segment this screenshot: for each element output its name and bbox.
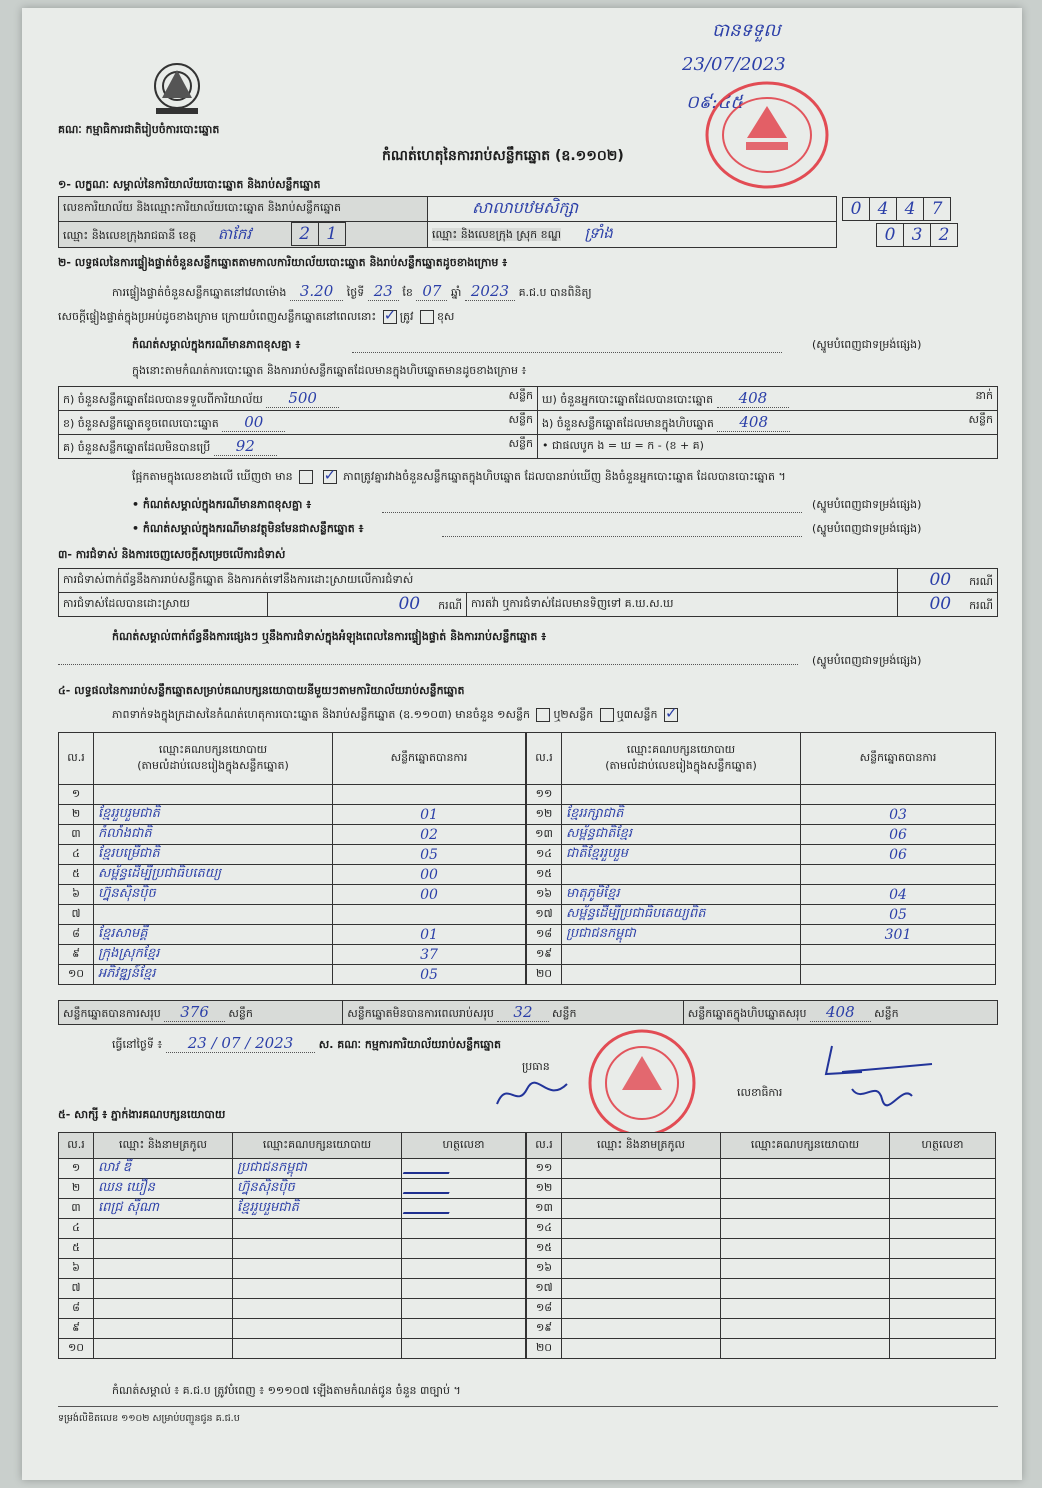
section4-intro: ភាពទាក់ទងក្នុងក្រដាសនៃកំណត់ហេតុការបោះឆ្នោត និងរាប់សន្លឹកឆ្នោត (ឧ.១១០៣) មានចំនួន ១សន្លឹក ឬ២សន្លឹក ឬ៣សន្លឹក ✓ <box>112 708 681 724</box>
row-number: ១១ <box>527 1159 562 1179</box>
party-name: ខ្មែរបម្រើជាតិ <box>94 845 333 865</box>
received-note-word: បានទទួល <box>712 20 781 41</box>
checkbox-1-sheet[interactable] <box>536 708 550 722</box>
row-number: ៥ <box>59 1239 94 1259</box>
verify-line-2: សេចក្តីផ្ទៀងផ្ទាត់ក្នុងប្រអប់ដូចខាងក្រោម ក្រោយបំពេញសន្លឹកឆ្នោតនៅពេលនោះ ✓ ត្រូវ ខុស <box>58 310 454 326</box>
witness-signature <box>890 1179 996 1199</box>
result-row <box>59 865 526 885</box>
ballot-count-form <box>22 8 1022 1480</box>
committee-red-stamp <box>582 1028 702 1138</box>
party-name <box>562 945 801 965</box>
row-number: ៣ <box>59 825 94 845</box>
results-table-right: ល.រ ឈ្មោះគណបក្សនយោបាយ (តាមលំដាប់លេខរៀងក្នុងសន្លឹកឆ្នោត) សន្លឹកឆ្នោតបានការ ១១ ១២ ខ្មែររក្សាជាតិ 03 ១៣ សម្ព័ន្ធជាតិខ្មែរ 06 ១៤ ជាតិខ្មែររួបរួម 06 ១៥ ១៦ មាតុភូមិខ្មែរ 04 ១៧ សម្ព័ន្ធដើម្បីប្រជាធិបតេយ្យពិត 05 ១៨ ប្រជាជនកម្ពុជា 301 ១៩ ២០ <box>526 732 996 985</box>
witness-name <box>94 1299 233 1319</box>
received-note-time: ០៩:៤៥ <box>686 92 744 113</box>
received-note-date: 23/07/2023 <box>682 54 786 75</box>
digit: 4 <box>896 197 924 221</box>
secretary-label: លេខាធិការ <box>737 1086 783 1099</box>
vote-count: 00 <box>333 885 526 905</box>
vote-count: 02 <box>333 825 526 845</box>
witness-row <box>59 1159 526 1179</box>
date-line: ធ្វើនៅថ្ងៃទី ៖ 23 / 07 / 2023 ស. គណៈ កម្មការការិយាល័យរាប់សន្លឹកឆ្នោត <box>112 1034 502 1052</box>
result-row <box>59 945 526 965</box>
row-number: ១៨ <box>527 1299 562 1319</box>
digit: 3 <box>903 223 931 247</box>
witness-row <box>59 1339 526 1359</box>
signing-date: 23 / 07 / 2023 <box>166 1034 316 1053</box>
witness-party <box>721 1179 890 1199</box>
bullet-difference: • កំណត់សម្គាល់ក្នុងករណីមានភាពខុសគ្នា ៖ <box>132 498 312 511</box>
row-number: ១១ <box>527 785 562 805</box>
witness-name <box>562 1219 721 1239</box>
row2-value: តាកែវ <box>217 225 252 243</box>
col-no: ល.រ <box>527 733 562 785</box>
note-line <box>352 352 782 353</box>
row-number: ១០ <box>59 965 94 985</box>
vote-count: 05 <box>333 965 526 985</box>
form-title: កំណត់ហេតុនៃការរាប់សន្លឹកឆ្នោត (ឧ.១១០២) <box>382 148 624 164</box>
witness-signature <box>402 1279 526 1299</box>
col-no: ល.រ <box>527 1133 562 1159</box>
signature-mark <box>403 1160 456 1174</box>
witness-row <box>59 1259 526 1279</box>
vote-count: 05 <box>333 845 526 865</box>
formula: • ជាផលបូក ង = ឃ = ក - (ខ + គ) <box>538 435 998 459</box>
objection-r1-value: 00 <box>929 570 952 590</box>
verify-line: ការផ្ទៀងផ្ទាត់ចំនួនសន្លឹកឆ្នោតនៅវេលាម៉ោង 3.20 ថ្ងៃទី 23 ខែ 07 ឆ្នាំ 2023 គ.ជ.ប បានពិនិត្យ <box>112 282 592 300</box>
section2-title: ២- លទ្ធផលនៃការផ្ទៀងផ្ទាត់ចំនួនសន្លឹកឆ្នោតតាមកាលការិយាល័យបោះឆ្នោត និងរាប់សន្លឹកឆ្នោតដូចខាងក្រោម ៖ <box>58 256 508 269</box>
party-name: ក្រុងស្រុកខ្មែរ <box>94 945 333 965</box>
witness-party <box>233 1219 402 1239</box>
witness-party <box>233 1239 402 1259</box>
witness-party <box>233 1319 402 1339</box>
row1-digits <box>837 197 998 222</box>
row-number: ២០ <box>527 965 562 985</box>
witness-party <box>721 1319 890 1339</box>
digit: 0 <box>842 197 870 221</box>
witness-name <box>562 1279 721 1299</box>
party-name: មាតុភូមិខ្មែរ <box>562 885 801 905</box>
objection-r2-label-b: ការតវ៉ា ឬការជំទាស់ដែលមានទិញទៅ គ.ឃ.ស.ឃ <box>467 593 898 617</box>
note-line <box>58 664 798 665</box>
digit: 1 <box>318 222 346 246</box>
witness-name <box>562 1299 721 1319</box>
row-number: ១ <box>59 785 94 805</box>
witness-signature <box>890 1279 996 1299</box>
row-number: ៣ <box>59 1199 94 1219</box>
signature-mark <box>403 1200 456 1214</box>
result-row <box>59 885 526 905</box>
witness-row <box>59 1319 526 1339</box>
vote-count: 37 <box>333 945 526 965</box>
count-e-value: 408 <box>717 413 790 432</box>
vote-count <box>333 785 526 805</box>
result-row <box>527 905 996 925</box>
witness-row <box>527 1339 996 1359</box>
witness-party <box>233 1299 402 1319</box>
row-number: ១៣ <box>527 1199 562 1219</box>
col-votes: សន្លឹកឆ្នោតបានការ <box>801 733 996 785</box>
note-line <box>382 512 802 513</box>
vote-count: 01 <box>333 925 526 945</box>
checkbox-correct[interactable] <box>383 310 397 324</box>
row-number: ១៩ <box>527 945 562 965</box>
result-row <box>527 945 996 965</box>
party-name <box>94 905 333 925</box>
party-name: ហ្វ៊ុនស៊ិនប៉ិច <box>94 885 333 905</box>
checkbox-2-sheet[interactable] <box>600 708 614 722</box>
nec-emblem <box>142 58 212 120</box>
row-number: ១៤ <box>527 845 562 865</box>
witness-name <box>94 1219 233 1239</box>
party-name: ខ្មែររក្សាជាតិ <box>562 805 801 825</box>
witness-name <box>562 1199 721 1219</box>
witness-party: ប្រជាជនកម្ពុជា <box>233 1159 402 1179</box>
party-name: អភិវឌ្ឍន៍ខ្មែរ <box>94 965 333 985</box>
row-number: ៩ <box>59 1319 94 1339</box>
col-sign: ហត្ថលេខា <box>402 1133 526 1159</box>
chief-signature <box>492 1074 572 1114</box>
section5-title: ៥- សាក្សី ៖ ភ្នាក់ងារគណបក្សនយោបាយ <box>58 1108 226 1121</box>
row-number: ៥ <box>59 865 94 885</box>
row-number: ១៦ <box>527 1259 562 1279</box>
bullet-objects: • កំណត់សម្គាល់ក្នុងករណីមានវត្ថុមិនមែនជាសន្លឹកឆ្នោត ៖ <box>132 522 364 535</box>
result-row <box>527 845 996 865</box>
row2-value-b: ទ្រាំង <box>584 223 613 242</box>
vote-count: 00 <box>333 865 526 885</box>
totals-row: សន្លឹកឆ្នោតបានការសរុប 376 សន្លឹក សន្លឹកឆ្នោតមិនបានការពេលរាប់សរុប 32 សន្លឹក សន្លឹកឆ្នោតក្នុងហិបឆ្នោតសរុប 408 សន្លឹក <box>58 1000 998 1025</box>
col-name: ឈ្មោះ និងនាមត្រកូល <box>94 1133 233 1159</box>
digit: 0 <box>876 223 904 247</box>
row-number: ៦ <box>59 1259 94 1279</box>
result-row <box>59 805 526 825</box>
witness-signature <box>402 1219 526 1239</box>
digit: 2 <box>291 222 319 246</box>
fill-hint-4: (ស្នូមបំពេញជាទម្រង់ផ្សេង) <box>812 654 922 667</box>
witness-signature <box>890 1159 996 1179</box>
party-name <box>562 865 801 885</box>
witness-name <box>562 1259 721 1279</box>
witness-party <box>721 1259 890 1279</box>
col-party: ឈ្មោះគណបក្សនយោបាយ <box>233 1133 402 1159</box>
witness-party <box>233 1339 402 1359</box>
witness-name <box>94 1339 233 1359</box>
witness-name: លាវ ឌី <box>94 1159 233 1179</box>
footnote: កំណត់សម្គាល់ ៖ គ.ជ.ប ត្រូវបំពេញ ៖ ១១១០៧ ឡើងតាមកំណត់ជូន ចំនួន ៣ច្បាប់ ។ <box>112 1384 461 1397</box>
witness-name <box>562 1239 721 1259</box>
result-row <box>527 865 996 885</box>
row-number: ៤ <box>59 845 94 865</box>
note-line <box>442 536 802 537</box>
result-row <box>527 805 996 825</box>
total-valid: 376 <box>164 1003 225 1022</box>
row2-label-b: ឈ្មោះ និងលេខក្រុង ស្រុក ខណ្ឌ <box>432 227 562 241</box>
results-table-left: ល.រ ឈ្មោះគណបក្សនយោបាយ (តាមលំដាប់លេខរៀងក្នុងសន្លឹកឆ្នោត) សន្លឹកឆ្នោតបានការ ១ ២ ខ្មែររួបរួមជាតិ 01 ៣ កំលាំងជាតិ 02 ៤ ខ្មែរបម្រើជាតិ 05 ៥ សម្ព័ន្ធដើម្បីប្រជាធិបតេយ្យ 00 ៦ ហ្វ៊ុនស៊ិនប៉ិច 00 ៧ ៨ ខ្មែរសាមគ្គី 01 ៩ ក្រុងស្រុកខ្មែរ 37 ១០ អភិវឌ្ឍន៍ខ្មែរ 05 <box>58 732 526 985</box>
vote-count <box>801 785 996 805</box>
verify-time: 3.20 <box>290 282 343 301</box>
witness-row <box>59 1219 526 1239</box>
fill-hint-1: (ស្នូមបំពេញជាទម្រង់ផ្សេង) <box>812 338 922 351</box>
vote-count: 06 <box>801 845 996 865</box>
witness-name <box>94 1279 233 1299</box>
witness-name <box>94 1239 233 1259</box>
result-row <box>527 825 996 845</box>
witness-row <box>59 1239 526 1259</box>
verify-day: 23 <box>368 282 399 301</box>
row-number: ២ <box>59 805 94 825</box>
vote-count: 01 <box>333 805 526 825</box>
vote-count: 04 <box>801 885 996 905</box>
witness-signature <box>402 1239 526 1259</box>
row-number: ១ <box>59 1159 94 1179</box>
row-number: ១៥ <box>527 865 562 885</box>
note-difference: កំណត់សម្គាល់ក្នុងករណីមានភាពខុសគ្នា ៖ <box>132 338 301 351</box>
witness-row <box>527 1159 996 1179</box>
row-number: ៧ <box>59 905 94 925</box>
total-in-box: 408 <box>810 1003 871 1022</box>
witness-row <box>59 1299 526 1319</box>
col-votes: សន្លឹកឆ្នោតបានការ <box>333 733 526 785</box>
witness-row <box>527 1239 996 1259</box>
witness-signature <box>402 1159 526 1179</box>
witness-name <box>562 1179 721 1199</box>
row1-value: សាលាបឋមសិក្សា <box>472 198 579 217</box>
objection-r2-value: 00 <box>398 594 421 614</box>
result-row <box>59 965 526 985</box>
witness-party <box>233 1279 402 1299</box>
counts-intro: ក្នុងនោះតាមកំណត់ការបោះឆ្នោត និងការរាប់សន្លឹកឆ្នោតដែលមានក្នុងហិបឆ្នោតមានដូចខាងក្រោម ៖ <box>132 364 527 377</box>
vote-count: 06 <box>801 825 996 845</box>
witness-name: ឈន ឃឿន <box>94 1179 233 1199</box>
row-number: ១៧ <box>527 1279 562 1299</box>
witness-row <box>527 1319 996 1339</box>
row-number: ១២ <box>527 1179 562 1199</box>
witness-signature <box>402 1179 526 1199</box>
party-name: សម្ព័ន្ធជាតិខ្មែរ <box>562 825 801 845</box>
witness-name <box>562 1159 721 1179</box>
section4-title: ៤- លទ្ធផលនៃការរាប់សន្លឹកឆ្នោតសម្រាប់គណបក្សនយោបាយនីមួយៗតាមការិយាល័យរាប់សន្លឹកឆ្នោត <box>58 684 465 697</box>
objection-note: កំណត់សម្គាល់ពាក់ព័ន្ធនឹងការផ្សេងៗ ឬនឹងការជំទាស់ក្នុងអំឡុងពេលនៃការផ្ទៀងផ្ទាត់ និងការរាប់សន្លឹកឆ្នោត ៖ <box>112 630 547 643</box>
witness-party: ហ្វ៊ុនស៊ិនប៉ិច <box>233 1179 402 1199</box>
row-number: ១៨ <box>527 925 562 945</box>
vote-count <box>333 905 526 925</box>
witness-row <box>527 1199 996 1219</box>
witness-name <box>94 1259 233 1279</box>
signature-mark <box>403 1180 456 1194</box>
checkbox-wrong[interactable] <box>420 310 434 324</box>
witness-row <box>59 1199 526 1219</box>
row-number: ១៥ <box>527 1239 562 1259</box>
count-d-value: 408 <box>717 389 790 408</box>
witness-signature <box>402 1319 526 1339</box>
row-number: ១០ <box>59 1339 94 1359</box>
witness-row <box>59 1179 526 1199</box>
witness-party <box>721 1299 890 1319</box>
objection-table: ការជំទាស់ពាក់ព័ន្ធនឹងការរាប់សន្លឹកឆ្នោត និងការកត់ទៅនឹងការដោះស្រាយលើការជំទាស់ 00 ករណី ការជំទាស់ដែលបានដោះស្រាយ 00 ករណី ការតវ៉ា ឬការជំទាស់ដែលមានទិញទៅ គ.ឃ.ស.ឃ 00 ករណី <box>58 568 998 617</box>
party-name: ខ្មែររួបរួមជាតិ <box>94 805 333 825</box>
witness-party <box>721 1219 890 1239</box>
count-a-value: 500 <box>266 389 339 408</box>
witness-party <box>721 1239 890 1259</box>
org-name: គណៈ កម្មាធិការជាតិរៀបចំការបោះឆ្នោត <box>58 123 220 136</box>
vote-count <box>801 865 996 885</box>
witness-name: ពេជ្រ ស៊ីណា <box>94 1199 233 1219</box>
row2-digits <box>837 222 998 248</box>
result-row <box>59 905 526 925</box>
row-number: ១២ <box>527 805 562 825</box>
col-name: ឈ្មោះ និងនាមត្រកូល <box>562 1133 721 1159</box>
vote-count <box>801 945 996 965</box>
result-row <box>59 825 526 845</box>
checkbox-3-sheet[interactable] <box>664 708 678 722</box>
witness-table-left <box>58 1132 526 1359</box>
digit: 4 <box>869 197 897 221</box>
section1-title: ១- លក្ខណៈ សម្គាល់នៃការិយាល័យបោះឆ្នោត និងរាប់សន្លឹកឆ្នោត <box>58 178 321 191</box>
check-line: ផ្អែកតាមក្នុងលេខខាងលើ ឃើញថា មាន ✓ ភាពត្រូវគ្នារវាងចំនួនសន្លឹកឆ្នោតក្នុងហិបឆ្នោត ដែលបានរាប់ឃើញ និងចំនួនអ្នកបោះឆ្នោត ដែលបានបោះឆ្នោត ។ <box>132 470 1002 486</box>
red-official-stamp <box>702 78 832 193</box>
party-name: កំលាំងជាតិ <box>94 825 333 845</box>
witness-party <box>721 1279 890 1299</box>
row-number: ៦ <box>59 885 94 905</box>
witness-signature <box>402 1339 526 1359</box>
witness-signature <box>890 1219 996 1239</box>
row-number: ៤ <box>59 1219 94 1239</box>
vote-count <box>801 965 996 985</box>
objection-r2-label: ការជំទាស់ដែលបានដោះស្រាយ <box>59 593 268 617</box>
col-sign: ហត្ថលេខា <box>890 1133 996 1159</box>
witness-signature <box>890 1319 996 1339</box>
vote-count: 301 <box>801 925 996 945</box>
result-row <box>59 785 526 805</box>
party-name <box>94 785 333 805</box>
total-invalid: 32 <box>497 1003 548 1022</box>
row2-label: ឈ្មោះ និងលេខក្រុងរាជធានី ខេត្ត តាកែវ 2 1 <box>59 222 428 248</box>
footer-divider <box>58 1406 998 1407</box>
row-number: ២ <box>59 1179 94 1199</box>
row-number: ១៧ <box>527 905 562 925</box>
digit: 2 <box>930 223 958 247</box>
witness-row <box>527 1219 996 1239</box>
row1-label: លេខការិយាល័យ និងឈ្មោះការិយាល័យបោះឆ្នោត និងរាប់សន្លឹកឆ្នោត <box>59 197 428 222</box>
row-number: ៨ <box>59 925 94 945</box>
row-number: ៨ <box>59 1299 94 1319</box>
row-number: ១៤ <box>527 1219 562 1239</box>
count-b-value: 00 <box>222 413 285 432</box>
witness-signature <box>402 1299 526 1319</box>
witness-signature <box>890 1259 996 1279</box>
party-name: ប្រជាជនកម្ពុជា <box>562 925 801 945</box>
result-row <box>527 925 996 945</box>
col-party: ឈ្មោះគណបក្សនយោបាយ <box>721 1133 890 1159</box>
verify-year: 2023 <box>465 282 515 301</box>
chief-label: ប្រធាន <box>522 1060 550 1073</box>
vote-count: 05 <box>801 905 996 925</box>
section3-title: ៣- ការជំទាស់ និងការចេញសេចក្តីសម្រេចលើការជំទាស់ <box>58 548 286 561</box>
witness-row <box>527 1279 996 1299</box>
row-number: ៩ <box>59 945 94 965</box>
result-row <box>527 785 996 805</box>
objection-r1-label: ការជំទាស់ពាក់ព័ន្ធនឹងការរាប់សន្លឹកឆ្នោត និងការកត់ទៅនឹងការដោះស្រាយលើការជំទាស់ <box>59 569 898 593</box>
witness-signature <box>890 1299 996 1319</box>
objection-r2-value-b: 00 <box>929 594 952 614</box>
col-no: ល.រ <box>59 733 94 785</box>
result-row <box>59 925 526 945</box>
witness-party: ខ្មែររួបរួមជាតិ <box>233 1199 402 1219</box>
counts-table: ក) ចំនួនសន្លឹកឆ្នោតដែលបានទទួលពីការិយាល័យ 500 សន្លឹក ឃ) ចំនួនអ្នកបោះឆ្នោតដែលបានបោះឆ្នោត 408 នាក់ ខ) ចំនួនសន្លឹកឆ្នោតខូចពេលបោះឆ្នោត 00 សន្លឹក ង) ចំនួនសន្លឹកឆ្នោតដែលមានក្នុងហិបឆ្នោត 408 សន្លឹក គ) ចំនួនសន្លឹកឆ្នោតដែលមិនបានប្រើ 92 សន្លឹក • ជាផលបូក ង = ឃ = ក - (ខ + គ) <box>58 386 998 459</box>
witness-row <box>59 1279 526 1299</box>
row-number: ១៦ <box>527 885 562 905</box>
party-name: ខ្មែរសាមគ្គី <box>94 925 333 945</box>
row-number: ១៩ <box>527 1319 562 1339</box>
witness-signature <box>402 1259 526 1279</box>
vote-count: 03 <box>801 805 996 825</box>
result-row <box>527 885 996 905</box>
row-number: ២០ <box>527 1339 562 1359</box>
party-name <box>562 785 801 805</box>
witness-party <box>721 1159 890 1179</box>
section1-table <box>58 196 998 248</box>
witness-name <box>562 1319 721 1339</box>
witness-name <box>94 1319 233 1339</box>
witness-signature <box>890 1339 996 1359</box>
row-number: ៧ <box>59 1279 94 1299</box>
footer-text: ទម្រង់លិខិតលេខ ១១០២ សម្រាប់បញ្ជូនជូន គ.ជ.ប <box>58 1413 240 1424</box>
digit: 7 <box>923 197 951 221</box>
col-no: ល.រ <box>59 1133 94 1159</box>
witness-row <box>527 1179 996 1199</box>
party-name: ជាតិខ្មែររួបរួម <box>562 845 801 865</box>
count-c-value: 92 <box>214 437 277 456</box>
secretary-signature <box>822 1034 942 1114</box>
witness-row <box>527 1259 996 1279</box>
row-number: ១៣ <box>527 825 562 845</box>
witness-party <box>721 1339 890 1359</box>
fill-hint-3: (ស្នូមបំពេញជាទម្រង់ផ្សេង) <box>812 522 922 535</box>
fill-hint-2: (ស្នូមបំពេញជាទម្រង់ផ្សេង) <box>812 498 922 511</box>
party-name <box>562 965 801 985</box>
witness-table-right <box>526 1132 996 1359</box>
party-name: សម្ព័ន្ធដើម្បីប្រជាធិបតេយ្យពិត <box>562 905 801 925</box>
witness-name <box>562 1339 721 1359</box>
witness-signature <box>890 1239 996 1259</box>
witness-party <box>233 1259 402 1279</box>
witness-party <box>721 1199 890 1219</box>
checkbox-match[interactable] <box>323 470 337 484</box>
verify-month: 07 <box>416 282 447 301</box>
checkbox-has[interactable] <box>299 470 313 484</box>
result-row <box>59 845 526 865</box>
witness-signature <box>890 1199 996 1219</box>
party-name: សម្ព័ន្ធដើម្បីប្រជាធិបតេយ្យ <box>94 865 333 885</box>
result-row <box>527 965 996 985</box>
witness-row <box>527 1299 996 1319</box>
witness-signature <box>402 1199 526 1219</box>
